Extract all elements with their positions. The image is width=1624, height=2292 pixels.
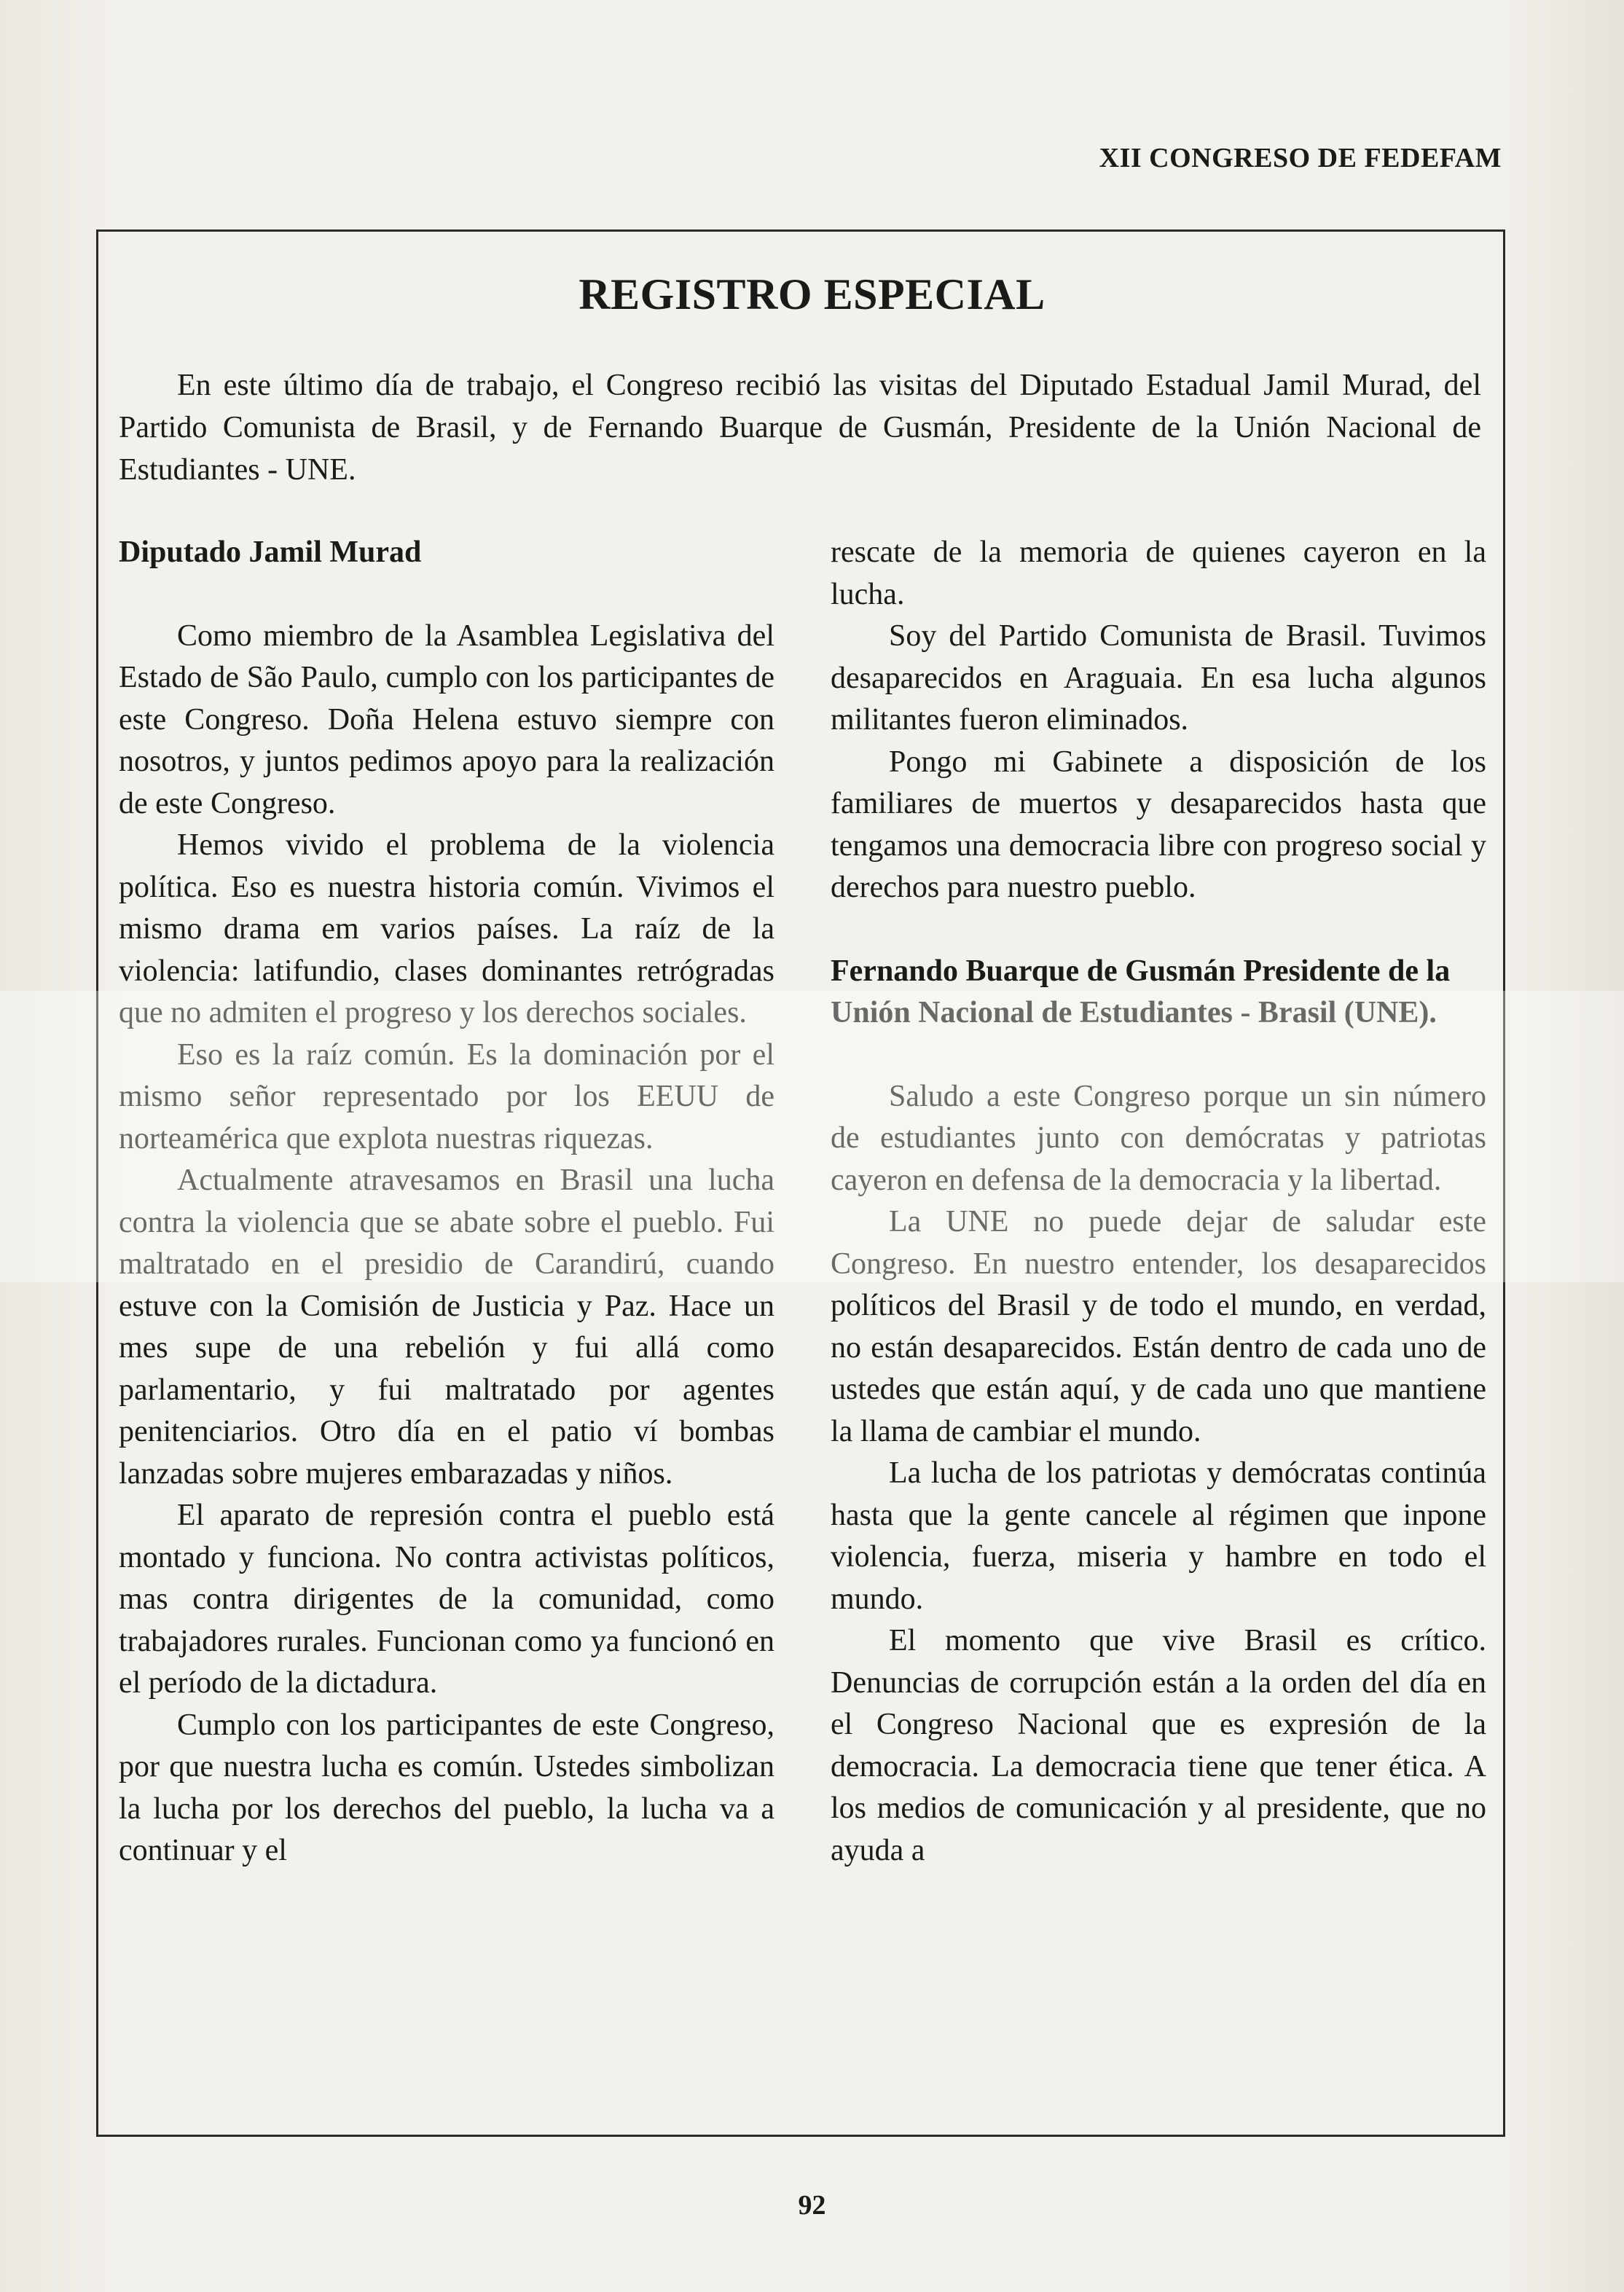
paragraph: Soy del Partido Comunista de Brasil. Tuvimos desaparecidos en Araguaia. En esa lucha algunos militantes fueron eliminados. (831, 619, 1486, 737)
speaker-heading-gusman: Fernando Buarque de Gusmán Presidente de la Unión Nacional de Estudiantes - Brasil (UNE). (831, 954, 1451, 1029)
paragraph: Actualmente atravesamos en Brasil una lucha contra la violencia que se abate sobre el pueblo. Fui maltratado en el presidio de Carandirú, cuando estuve con la Comisión de Justicia y Paz. Hace un mes supe de una rebelión y fui allá como parlamentario, y fui maltratado por agentes penitenciarios. Otro día en el patio ví bombas lanzadas sobre mujeres embarazadas y niños. (119, 1163, 774, 1491)
paragraph: Como miembro de la Asamblea Legislativa del Estado de São Paulo, cumplo con los participantes de este Congreso. Doña Helena estuvo siempre con nosotros, y juntos pedimos apoyo para la realización de este Congreso. (119, 619, 774, 820)
paragraph: Cumplo con los participantes de este Congreso, por que nuestra lucha es común. Ustedes simbolizan la lucha por los derechos del pueblo, la lucha va a continuar y el (119, 1708, 774, 1867)
left-column (119, 532, 774, 1872)
speaker-heading-murad: Diputado Jamil Murad (119, 535, 422, 569)
right-column (831, 532, 1486, 1872)
paragraph: El momento que vive Brasil es crítico. Denuncias de corrupción están a la orden del día en el Congreso Nacional que es expresión de la democracia. La democracia tiene que tener ética. A los medios de comunicación y al presidente, que no ayuda a (831, 1624, 1486, 1867)
page-number: 92 (798, 2190, 826, 2221)
paragraph: La UNE no puede dejar de saludar este Congreso. En nuestro entender, los desaparecidos políticos del Brasil y de todo el mundo, en verdad, no están desaparecidos. Están dentro de cada uno de ustedes que están aquí, y de cada uno que mantiene la llama de cambiar el mundo. (831, 1205, 1486, 1448)
article-title: REGISTRO ESPECIAL (578, 270, 1046, 318)
paragraph: Hemos vivido el problema de la violencia política. Eso es nuestra historia común. Vivimos el mismo drama em varios países. La raíz de la violencia: latifundio, clases dominantes retrógradas que no admiten el progreso y los derechos sociales. (119, 828, 774, 1029)
paragraph: Eso es la raíz común. Es la dominación por el mismo señor representado por los EEUU de norteamérica que explota nuestras riquezas. (119, 1037, 774, 1155)
paragraph: Saludo a este Congreso porque un sin número de estudiantes junto con demócratas y patriotas cayeron en defensa de la democracia y la libertad. (831, 1079, 1486, 1197)
paragraph: Pongo mi Gabinete a disposición de los familiares de muertos y desaparecidos hasta que tengamos una democracia libre con progreso social y derechos para nuestro pueblo. (831, 745, 1486, 904)
paragraph: El aparato de represión contra el pueblo está montado y funciona. No contra activistas políticos, mas contra dirigentes de la comunidad, como trabajadores rurales. Funcionan como ya funcionó en el período de la dictadura. (119, 1499, 774, 1700)
paragraph: La lucha de los patriotas y demócratas continúa hasta que la gente cancele al régimen que inpone violencia, fuerza, miseria y hambre en todo el mundo. (831, 1456, 1486, 1616)
running-head: XII CONGRESO DE FEDEFAM (1099, 143, 1502, 173)
intro-paragraph: En este último día de trabajo, el Congreso recibió las visitas del Diputado Estadual Jamil Murad, del Partido Comunista de Brasil, y de Fernando Buarque de Gusmán, Presidente de la Unión Nacional de Estudiantes - UNE. (119, 369, 1481, 487)
continuation-text: rescate de la memoria de quienes cayeron en la lucha. (831, 535, 1486, 611)
